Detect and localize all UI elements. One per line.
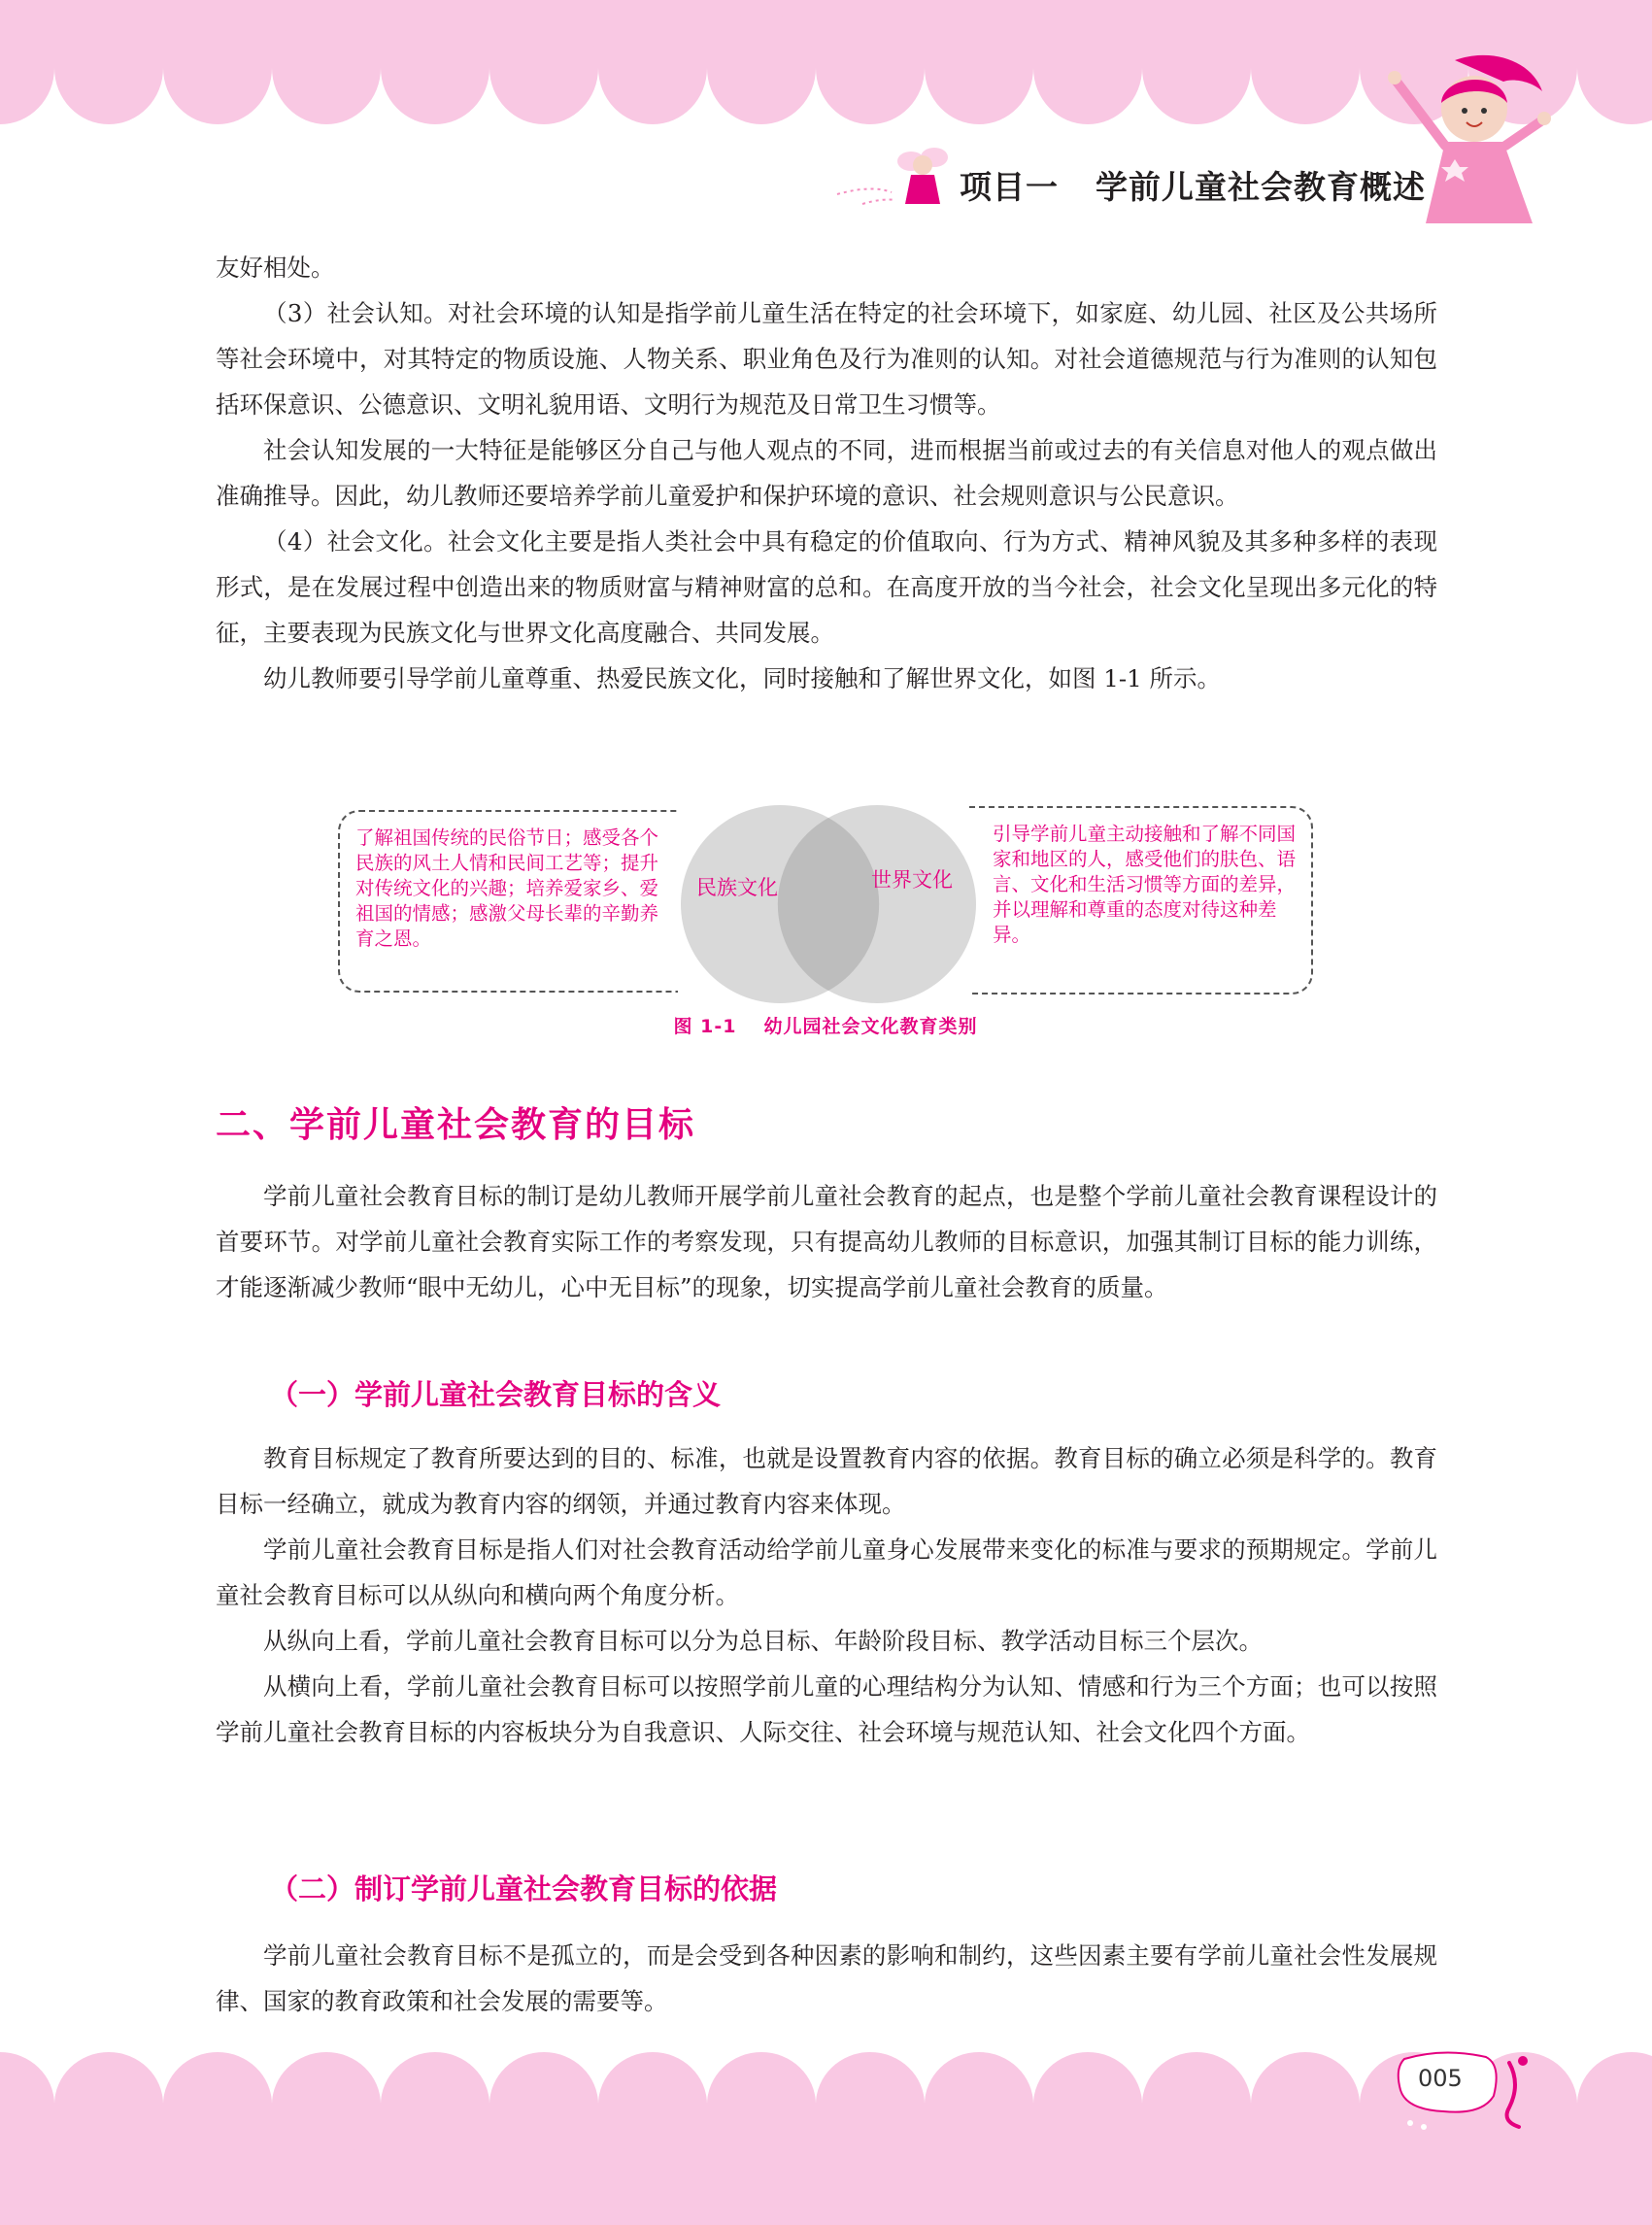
running-header xyxy=(960,162,1426,208)
figure-caption xyxy=(338,1012,1313,1038)
paragraph: 社会认知发展的一大特征是能够区分自己与他人观点的不同，进而根据当前或过去的有关信息对他人的观点做出准确推导。因此，幼儿教师还要培养学前儿童爱护和保护环境的意识、社会规则意识与公民意识。 xyxy=(216,436,1437,510)
figure-1-1 xyxy=(338,802,1313,1045)
section2-intro xyxy=(216,1173,1437,1310)
section1-body xyxy=(216,245,1437,701)
figure-caption-number: 图 1-1 xyxy=(673,1016,737,1037)
paragraph: 友好相处。 xyxy=(216,253,335,282)
subsection-heading: （二）制订学前儿童社会教育目标的依据 xyxy=(270,1872,778,1905)
paragraph: （4）社会文化。社会文化主要是指人类社会中具有稳定的价值取向、行为方式、精神风貌及其多种多样的表现形式，是在发展过程中创造出来的物质财富与精神财富的总和。在高度开放的当今社会，社会文化呈现出多元化的特征，主要表现为民族文化与世界文化高度融合、共同发展。 xyxy=(216,527,1437,647)
section-heading: 二、学前儿童社会教育的目标 xyxy=(216,1105,696,1145)
paragraph: （3）社会认知。对社会环境的认知是指学前儿童生活在特定的社会环境下，如家庭、幼儿园、社区及公共场所等社会环境中，对其特定的物质设施、人物关系、职业角色及行为准则的认知。对社会道德规范与行为准则的认知包括环保意识、公德意识、文明礼貌用语、文明行为规范及日常卫生习惯等。 xyxy=(216,299,1437,419)
paragraph: 学前儿童社会教育目标不是孤立的，而是会受到各种因素的影响和制约，这些因素主要有学前儿童社会性发展规律、国家的教育政策和社会发展的需要等。 xyxy=(216,1941,1437,2015)
page-number-badge xyxy=(1385,2045,1540,2133)
page-number: 005 xyxy=(1418,2065,1463,2092)
venn-diagram xyxy=(668,802,989,1006)
paragraph: 学前儿童社会教育目标是指人们对社会教育活动给学前儿童身心发展带来变化的标准与要求的预期规定。学前儿童社会教育目标可以从纵向和横向两个角度分析。 xyxy=(216,1535,1437,1609)
figure-left-textbox: 了解祖国传统的民俗节日；感受各个民族的风土人情和民间工艺等；提升对传统文化的兴趣；培养爱家乡、爱祖国的情感；感激父母长辈的辛勤养育之恩。 xyxy=(338,810,678,993)
venn-label-national-culture: 民族文化 xyxy=(696,876,778,899)
figure-caption-text: 幼儿园社会文化教育类别 xyxy=(763,1016,978,1037)
subsection-heading: （一）学前儿童社会教育目标的含义 xyxy=(270,1378,722,1411)
paragraph: 幼儿教师要引导学前儿童尊重、热爱民族文化，同时接触和了解世界文化，如图 1-1 所示。 xyxy=(263,664,1222,692)
paragraph: 从横向上看，学前儿童社会教育目标可以按照学前儿童的心理结构分为认知、情感和行为三个方面；也可以按照学前儿童社会教育目标的内容板块分为自我意识、人际交往、社会环境与规范认知、社会文化四个方面。 xyxy=(216,1672,1437,1746)
subsection1-body xyxy=(216,1435,1437,1755)
venn-label-world-culture: 世界文化 xyxy=(871,868,953,892)
paragraph: 学前儿童社会教育目标的制订是幼儿教师开展学前儿童社会教育的起点，也是整个学前儿童社会教育课程设计的首要环节。对学前儿童社会教育实际工作的考察发现，只有提高幼儿教师的目标意识，加强其制订目标的能力训练，才能逐渐减少教师“眼中无幼儿，心中无目标”的现象，切实提高学前儿童社会教育的质量。 xyxy=(216,1182,1437,1301)
header-project-label: 项目一 xyxy=(960,168,1059,206)
paragraph: 教育目标规定了教育所要达到的目的、标准，也就是设置教育内容的依据。教育目标的确立必须是科学的。教育目标一经确立，就成为教育内容的纲领，并通过教育内容来体现。 xyxy=(216,1444,1437,1518)
page-number-bubble-icon xyxy=(1385,2045,1540,2133)
subsection2-body xyxy=(216,1933,1437,2024)
figure-right-textbox: 引导学前儿童主动接触和了解不同国家和地区的人，感受他们的肤色、语言、文化和生活习惯等方面的差异，并以理解和尊重的态度对待这种差异。 xyxy=(969,806,1313,995)
header-title: 学前儿童社会教育概述 xyxy=(1096,168,1426,206)
paragraph: 从纵向上看，学前儿童社会教育目标可以分为总目标、年龄阶段目标、教学活动目标三个层次。 xyxy=(263,1627,1263,1655)
fairy-girl-illustration xyxy=(1387,52,1552,237)
small-fairy-icon xyxy=(833,136,960,214)
